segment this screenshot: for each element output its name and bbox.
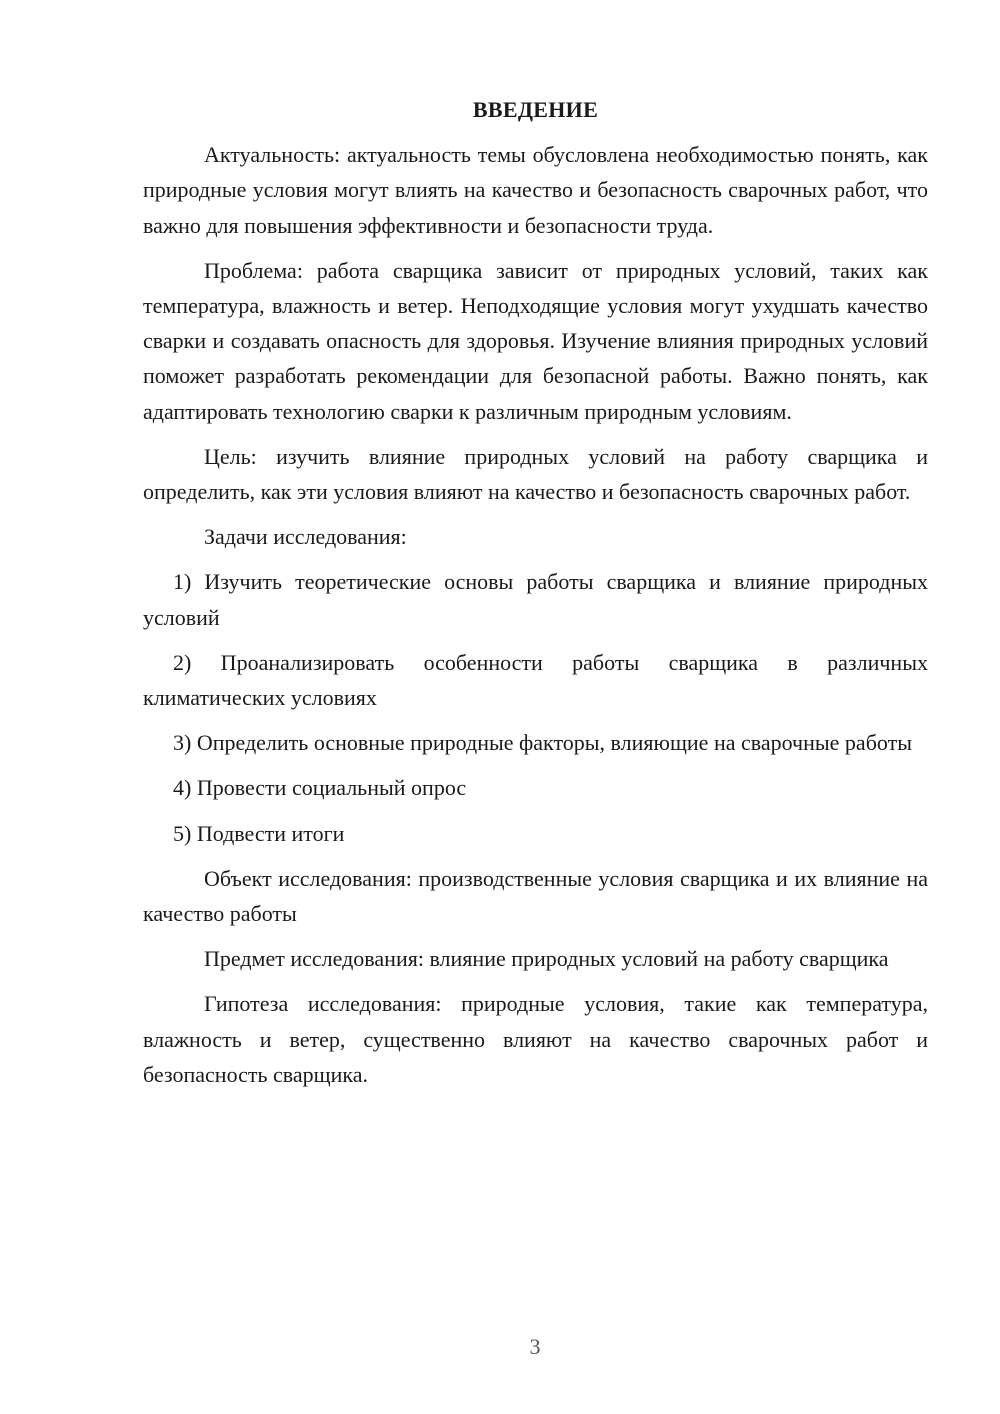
list-item-task-5: 5) Подвести итоги <box>173 820 345 846</box>
page-title: ВВЕДЕНИЕ <box>472 97 599 122</box>
paragraph-goal: Цель: изучить влияние природных условий на работу сварщика и определить, как эти условия влияют на качество и безопасность сварочных работ. <box>143 443 928 505</box>
paragraph-relevance: Актуальность: актуальность темы обусловлена необходимостью понять, как природные условия могут влиять на качество и безопасность сварочных работ, что важно для повышения эффективности и безопасности труда. <box>143 142 928 238</box>
paragraph-subject: Предмет исследования: влияние природных условий на работу сварщика <box>204 946 889 972</box>
list-item-task-2: 2) Проанализировать особенности работы сварщика в различных климатических условиях <box>143 649 928 711</box>
list-item-task-3: 3) Определить основные природные факторы, влияющие на сварочные работы <box>173 730 912 756</box>
paragraph-problem: Проблема: работа сварщика зависит от природных условий, таких как температура, влажность и ветер. Неподходящие условия могут ухудшать качество сварки и создавать опасность для здоровья. Изучение влияния природных условий поможет разработать рекомендации для безопасной работы. Важно понять, как адаптировать технологию сварки к различным природным условиям. <box>143 257 928 424</box>
list-item-task-1: 1) Изучить теоретические основы работы сварщика и влияние природных условий <box>143 569 928 630</box>
list-item-task-4: 4) Провести социальный опрос <box>173 775 467 801</box>
page-body <box>143 92 928 1092</box>
paragraph-object: Объект исследования: производственные условия сварщика и их влияние на качество работы <box>143 865 928 927</box>
page-number: 3 <box>529 1334 541 1359</box>
paragraph-tasks-heading: Задачи исследования: <box>204 524 407 550</box>
paragraph-hypothesis: Гипотеза исследования: природные условия, такие как температура, влажность и ветер, существенно влияют на качество сварочных работ и безопасность сварщика. <box>143 991 928 1087</box>
